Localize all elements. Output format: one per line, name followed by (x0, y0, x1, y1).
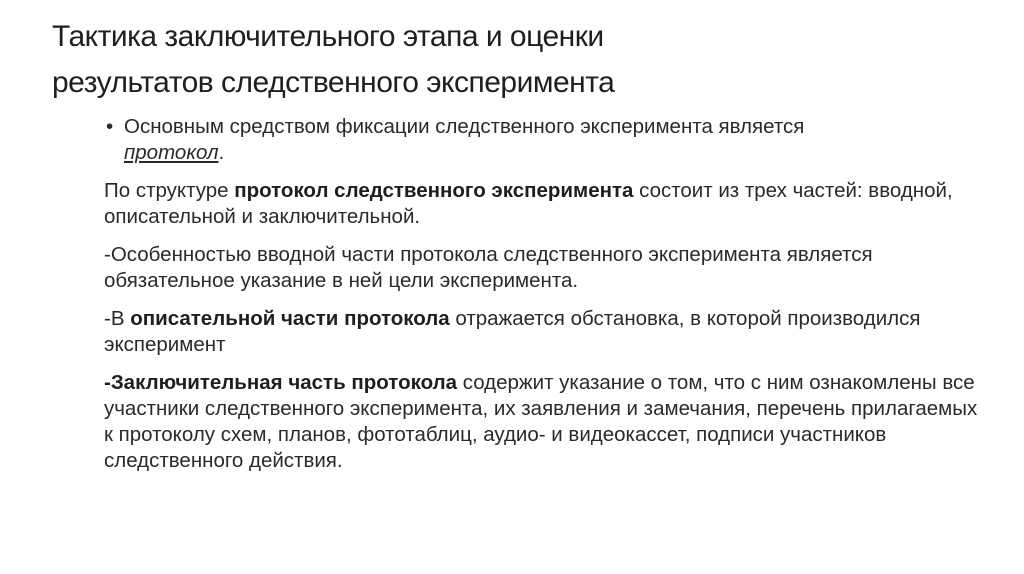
bullet-marker: • (106, 115, 114, 138)
title-line-2: результатов следственного эксперимента (52, 66, 615, 99)
slide-title (52, 14, 992, 106)
bullet-text (124, 114, 984, 166)
paragraph-descriptive-part (104, 306, 984, 358)
p3-post: отражается обстановка, в которой производился эксперимент (104, 307, 921, 356)
p1-post: состоит из трех частей: вводной, описательной и заключительной. (104, 179, 953, 228)
p3-bold: описательной части протокола (130, 307, 450, 330)
paragraph-intro-part (104, 242, 984, 294)
bullet-item (104, 114, 984, 166)
protocol-link: протокол (124, 141, 219, 164)
p2-text: -Особенностью вводной части протокола следственного эксперимента является обязательное указание в ней цели эксперимента. (104, 243, 873, 292)
title-line-1: Тактика заключительного этапа и оценки (52, 20, 604, 53)
p3-pre: -В (104, 307, 131, 330)
slide-content (104, 114, 984, 486)
p4-post: содержит указание о том, что с ним ознакомлены все участники следственного эксперимента, их заявления и замечания, перечень прилагаемых к протоколу схем, планов, фототаблиц, аудио- и видеокассет, подписи участников следственного действия. (104, 371, 978, 472)
p1-pre: По структуре (104, 179, 235, 202)
paragraph-final-part (104, 370, 984, 474)
bullet-text-after: . (218, 141, 225, 164)
p1-bold: протокол следственного эксперимента (234, 179, 634, 202)
paragraph-structure (104, 178, 984, 230)
bullet-text-before: Основным средством фиксации следственного эксперимента является (124, 115, 805, 138)
p4-bold: -Заключительная часть протокола (104, 371, 458, 394)
